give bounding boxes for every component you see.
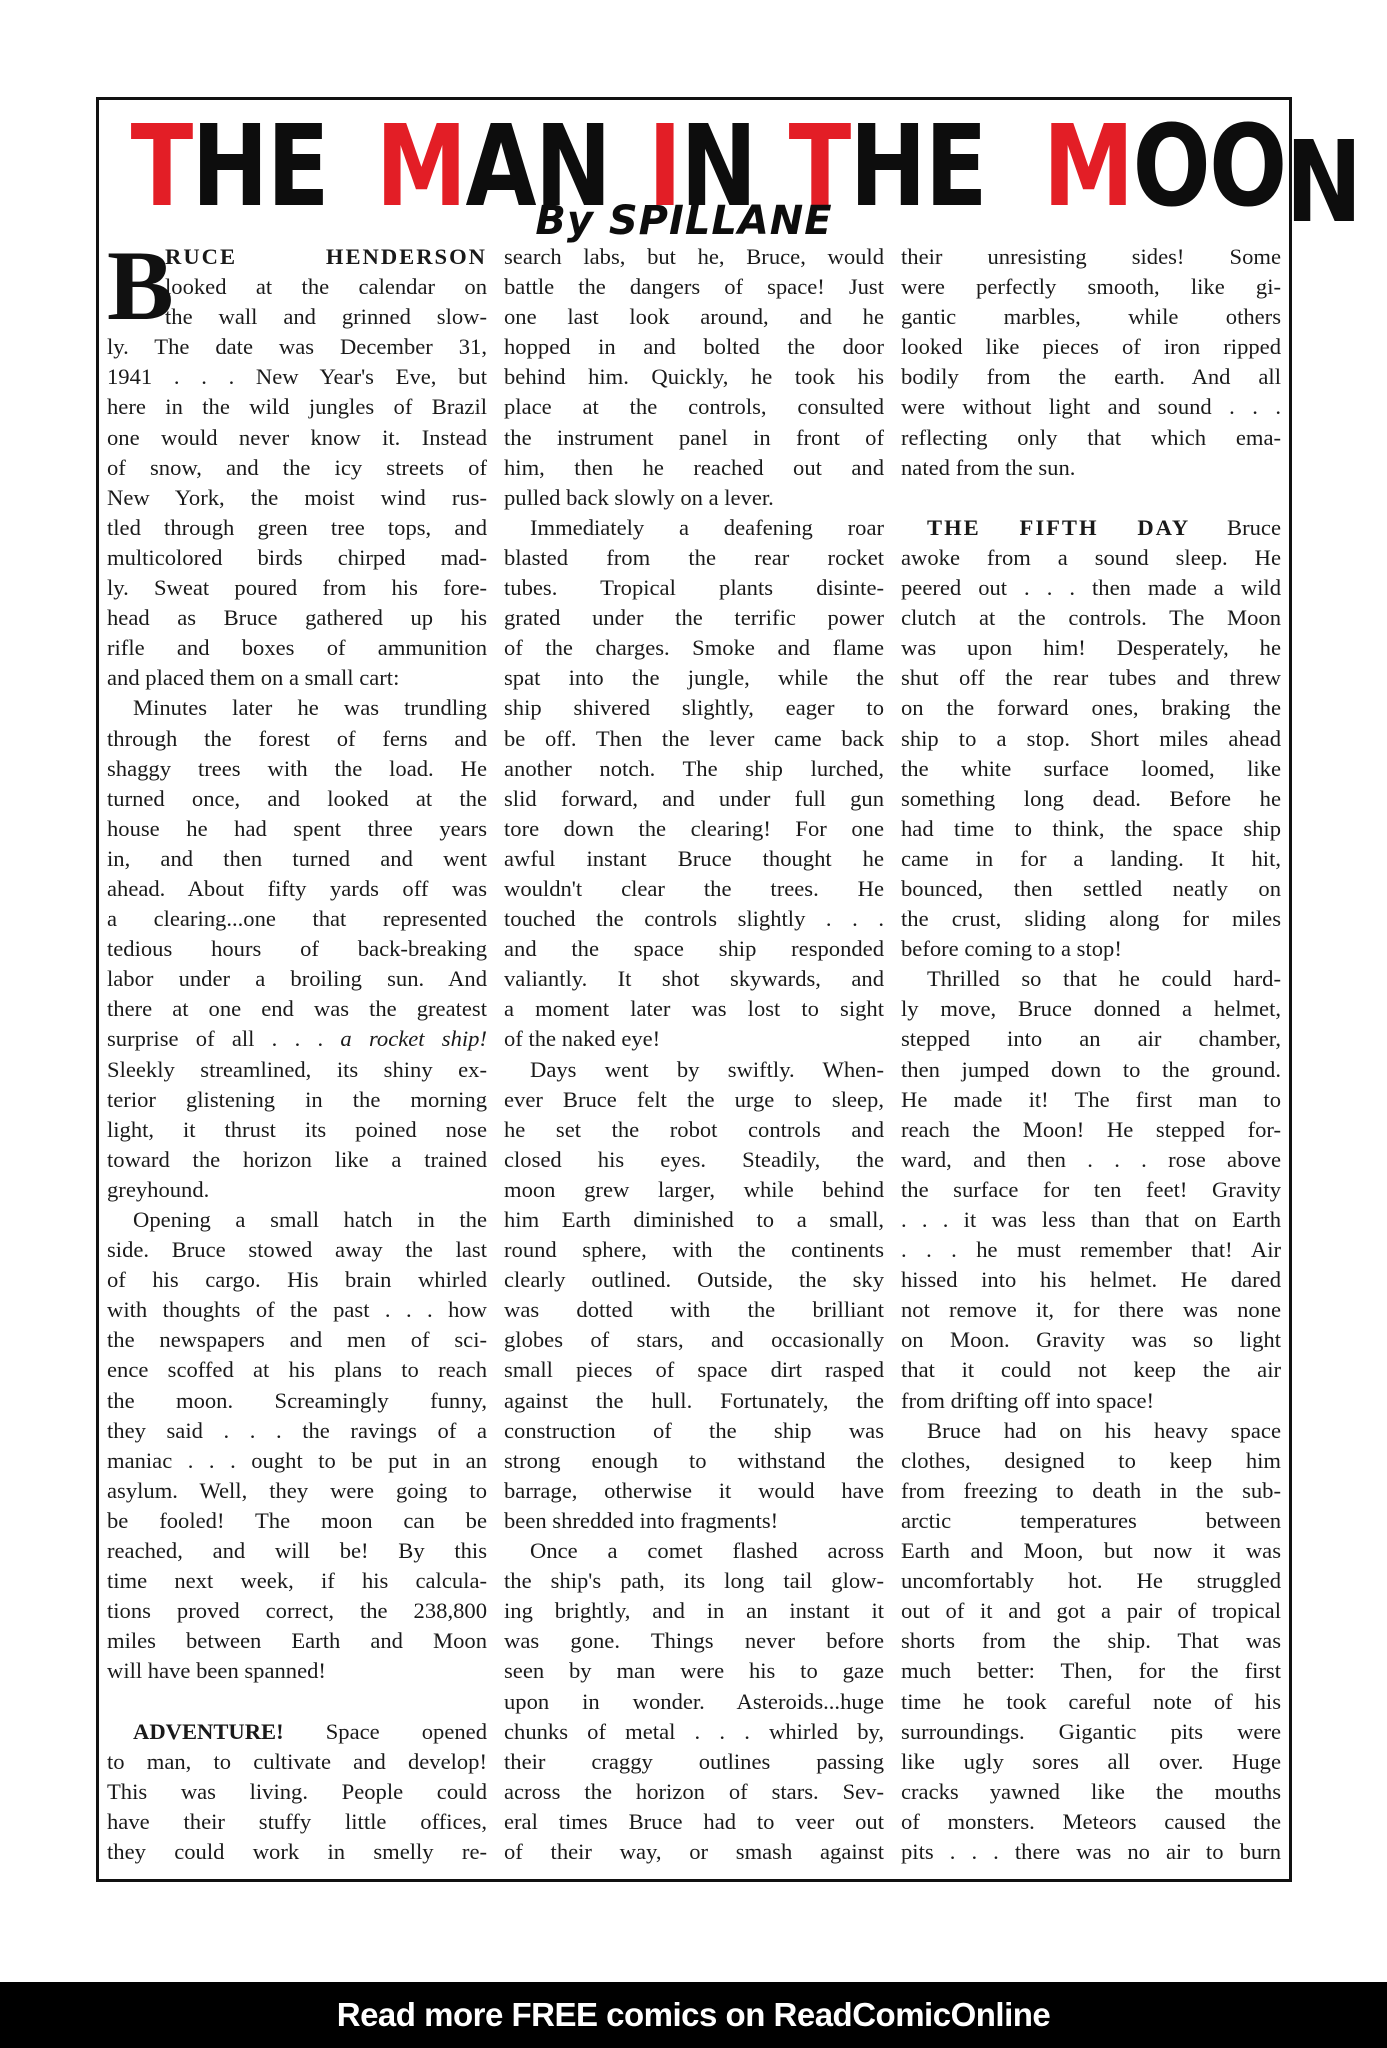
text-line: . . . he must remember that! Air — [901, 1237, 1281, 1263]
text-line: Bruce had on his heavy space — [927, 1417, 1281, 1443]
text-line: have their stuffy little offices, — [107, 1808, 487, 1834]
text-column-2 — [504, 242, 884, 1873]
text-line: terior glistening in the morning — [107, 1086, 487, 1112]
text-line: with thoughts of the past . . . how — [107, 1297, 487, 1323]
text-line: that it could not keep the air — [901, 1357, 1281, 1383]
text-line: round sphere, with the continents — [504, 1237, 884, 1263]
text-line — [901, 483, 1281, 513]
text-line: 1941 . . . New Year's Eve, but — [107, 364, 487, 390]
text-line: closed his eyes. Steadily, the — [504, 1146, 884, 1172]
text-line: pulled back slowly on a lever. — [504, 484, 774, 510]
text-line: awful instant Bruce thought he — [504, 845, 884, 871]
text-line: him, then he reached out and — [504, 454, 884, 480]
text-line: the wall and grinned slow- — [165, 304, 487, 330]
text-line: Once a comet flashed across — [530, 1538, 884, 1564]
text-line: spat into the jungle, while the — [504, 665, 884, 691]
text-line: looked at the calendar on — [165, 274, 487, 300]
text-line: ly. Sweat poured from his fore- — [107, 575, 487, 601]
text-line: their unresisting sides! Some — [901, 244, 1281, 269]
text-line: of snow, and the icy streets of — [107, 454, 487, 480]
text-line: there at one end was the greatest — [107, 996, 487, 1022]
title-letter: T — [130, 102, 192, 232]
text-line: time next week, if his calcula- — [107, 1568, 487, 1594]
text-line: touched the controls slightly . . . — [504, 906, 884, 932]
text-line: they said . . . the ravings of a — [107, 1417, 487, 1443]
text-line: reach the Moon! He stepped for- — [901, 1116, 1281, 1142]
text-line: be fooled! The moon can be — [107, 1507, 487, 1533]
text-line: came in for a landing. It hit, — [901, 845, 1281, 871]
text-line: and the space ship responded — [504, 936, 884, 962]
title-letter: N — [1285, 118, 1361, 248]
text-line: clutch at the controls. The Moon — [901, 605, 1281, 631]
text-line: light, it thrust its poined nose — [107, 1116, 487, 1142]
text-line: not remove it, for there was none — [901, 1297, 1281, 1323]
text-line: their craggy outlines passing — [504, 1748, 884, 1774]
title-letter: I — [647, 102, 680, 232]
text-line: eral times Bruce had to veer out — [504, 1808, 884, 1834]
text-line: tore down the clearing! For one — [504, 815, 884, 841]
text-line: clearly outlined. Outside, the sky — [504, 1267, 884, 1293]
text-line: of the charges. Smoke and flame — [504, 635, 884, 661]
text-line: one last look around, and he — [504, 304, 884, 330]
text-line: shaggy trees with the load. He — [107, 755, 487, 781]
title-letter: H — [191, 102, 267, 232]
text-line — [107, 1687, 487, 1717]
banner-text[interactable]: Read more FREE comics on ReadComicOnline — [336, 1996, 1051, 2033]
text-line: uncomfortably hot. He struggled — [901, 1568, 1281, 1594]
text-line: the ship's path, its long tail glow- — [504, 1568, 884, 1594]
drop-cap: B — [107, 230, 174, 341]
text-line: on the forward ones, braking the — [901, 695, 1281, 721]
text-line: THE FIFTH DAY Bruce — [927, 514, 1281, 540]
text-line: the crust, sliding along for miles — [901, 906, 1281, 932]
text-line: time he took careful note of his — [901, 1688, 1281, 1714]
text-line: Immediately a deafening roar — [530, 514, 884, 540]
text-line: from freezing to death in the sub- — [901, 1477, 1281, 1503]
text-line: ward, and then . . . rose above — [901, 1146, 1281, 1172]
text-line: was dotted with the brilliant — [504, 1297, 884, 1323]
text-line: bodily from the earth. And all — [901, 364, 1281, 390]
text-line: be off. Then the lever came back — [504, 725, 884, 751]
text-line: battle the dangers of space! Just — [504, 274, 884, 300]
text-line: and placed them on a small cart: — [107, 665, 400, 691]
text-line: gantic marbles, while others — [901, 304, 1281, 330]
text-line: wouldn't clear the trees. He — [504, 875, 884, 901]
text-line: he set the robot controls and — [504, 1116, 884, 1142]
text-line: shorts from the ship. That was — [901, 1628, 1281, 1654]
text-line: toward the horizon like a trained — [107, 1146, 487, 1172]
comic-text-page — [96, 97, 1361, 1882]
text-line: was upon him! Desperately, he — [901, 635, 1281, 661]
text-line: globes of stars, and occasionally — [504, 1327, 884, 1353]
text-line: turned once, and looked at the — [107, 785, 487, 811]
text-line: the instrument panel in front of — [504, 424, 884, 450]
text-line: were without light and sound . . . — [901, 394, 1281, 420]
text-line: miles between Earth and Moon — [107, 1628, 487, 1654]
title-letter: E — [266, 102, 328, 232]
title-letter: T — [788, 102, 850, 232]
text-line: arctic temperatures between — [901, 1507, 1281, 1533]
text-line: slid forward, and under full gun — [504, 785, 884, 811]
text-line: Opening a small hatch in the — [133, 1207, 487, 1232]
text-column-1 — [107, 230, 487, 1873]
text-line: the surface for ten feet! Gravity — [901, 1176, 1281, 1202]
text-line: behind him. Quickly, he took his — [504, 364, 884, 390]
text-line: ship to a stop. Short miles ahead — [901, 725, 1281, 751]
text-line: small pieces of space dirt rasped — [504, 1357, 884, 1383]
text-line: will have been spanned! — [107, 1658, 326, 1684]
text-line: something long dead. Before he — [901, 785, 1281, 811]
text-line: reflecting only that which ema- — [901, 424, 1281, 450]
text-line: looked like pieces of iron ripped — [901, 334, 1281, 360]
text-line: ing brightly, and in an instant it — [504, 1598, 884, 1624]
text-line: before coming to a stop! — [901, 936, 1122, 962]
text-line: reached, and will be! By this — [107, 1538, 487, 1564]
text-line: house he had spent three years — [107, 815, 487, 841]
text-line: out of it and got a pair of tropical — [901, 1598, 1281, 1624]
text-line: surprise of all . . . a rocket ship! — [107, 1026, 487, 1052]
text-line: valiantly. It shot skywards, and — [504, 966, 884, 992]
text-line: been shredded into fragments! — [504, 1507, 779, 1533]
text-line: blasted from the rear rocket — [504, 544, 884, 570]
text-line: tled through green tree tops, and — [107, 514, 487, 540]
text-line: maniac . . . ought to be put in an — [107, 1447, 487, 1473]
text-columns — [107, 230, 1281, 1873]
text-line: through the forest of ferns and — [107, 725, 487, 751]
byline: By SPILLANE — [535, 198, 833, 244]
text-line: ly. The date was December 31, — [107, 334, 487, 360]
text-line: stepped into an air chamber, — [901, 1026, 1281, 1052]
text-line: a moment later was lost to sight — [504, 996, 884, 1022]
title-letter: O — [1208, 102, 1286, 232]
title-letter: E — [924, 102, 986, 232]
text-line: awoke from a sound sleep. He — [901, 544, 1281, 570]
text-line: of the naked eye! — [504, 1026, 661, 1052]
text-line: barrage, otherwise it would have — [504, 1477, 884, 1503]
text-line: cracks yawned like the mouths — [901, 1778, 1281, 1804]
text-line: bounced, then settled neatly on — [901, 875, 1281, 901]
text-line: place at the controls, consulted — [504, 394, 884, 420]
text-line: one would never know it. Instead — [107, 424, 487, 450]
text-line: construction of the ship was — [504, 1417, 884, 1443]
title-letter: A — [465, 102, 535, 232]
text-line: to man, to cultivate and develop! — [107, 1748, 487, 1774]
text-line: This was living. People could — [107, 1778, 487, 1804]
text-line: much better: Then, for the first — [901, 1658, 1281, 1684]
text-line: a clearing...one that represented — [107, 906, 487, 932]
title-letter: O — [1132, 102, 1209, 232]
text-line: search labs, but he, Bruce, would — [504, 244, 884, 269]
text-line: ever Bruce felt the urge to sleep, — [504, 1086, 884, 1112]
text-line: labor under a broiling sun. And — [107, 966, 487, 992]
text-line: ence scoffed at his plans to reach — [107, 1357, 487, 1383]
title-letter: M — [375, 102, 466, 232]
text-line: surroundings. Gigantic pits were — [901, 1718, 1281, 1744]
text-line: Minutes later he was trundling — [133, 695, 487, 721]
text-line: moon grew larger, while behind — [504, 1176, 884, 1202]
text-line: hissed into his helmet. He dared — [901, 1267, 1281, 1293]
title-letter: M — [1042, 102, 1133, 232]
text-line: from drifting off into space! — [901, 1387, 1155, 1413]
text-line: another notch. The ship lurched, — [504, 755, 884, 781]
text-line: tubes. Tropical plants disinte- — [504, 575, 884, 601]
text-line: Earth and Moon, but now it was — [901, 1538, 1281, 1564]
text-line: Sleekly streamlined, its shiny ex- — [107, 1056, 487, 1082]
text-line: ly move, Bruce donned a helmet, — [901, 996, 1281, 1022]
text-line: Days went by swiftly. When- — [530, 1056, 884, 1082]
text-line: of their way, or smash against — [504, 1838, 884, 1864]
text-line: was gone. Things never before — [504, 1628, 884, 1654]
text-line: against the hull. Fortunately, the — [504, 1387, 884, 1413]
title-letter: N — [534, 102, 610, 232]
text-line: had time to think, the space ship — [901, 815, 1281, 841]
text-line: seen by man were his to gaze — [504, 1658, 884, 1684]
text-line: here in the wild jungles of Brazil — [107, 394, 487, 420]
text-line: . . . it was less than that on Earth — [901, 1207, 1281, 1232]
text-line: grated under the terrific power — [504, 605, 884, 631]
text-line: tions proved correct, the 238,800 — [107, 1598, 487, 1624]
text-line: the newspapers and men of sci- — [107, 1327, 487, 1353]
text-line: RUCE HENDERSON — [165, 244, 487, 269]
text-line: chunks of metal . . . whirled by, — [504, 1718, 884, 1744]
text-line: asylum. Well, they were going to — [107, 1477, 487, 1503]
text-line: New York, the moist wind rus- — [107, 484, 487, 510]
title-letter: H — [849, 102, 925, 232]
text-line: of his cargo. His brain whirled — [107, 1267, 487, 1293]
text-line: the moon. Screamingly funny, — [107, 1387, 487, 1413]
text-line: tedious hours of back-breaking — [107, 936, 487, 962]
text-line: were perfectly smooth, like gi- — [901, 274, 1281, 300]
text-line: nated from the sun. — [901, 454, 1076, 480]
title-block — [99, 100, 1361, 250]
text-line: ADVENTURE! Space opened — [133, 1718, 487, 1744]
text-line: side. Bruce stowed away the last — [107, 1237, 487, 1263]
text-line: upon in wonder. Asteroids...huge — [504, 1688, 884, 1714]
text-line: of monsters. Meteors caused the — [901, 1808, 1281, 1834]
text-line: pits . . . there was no air to burn — [901, 1838, 1281, 1864]
text-line: hopped in and bolted the door — [504, 334, 884, 360]
read-more-banner[interactable] — [0, 1982, 1387, 2048]
text-line: head as Bruce gathered up his — [107, 605, 487, 631]
text-line: in, and then turned and went — [107, 845, 487, 871]
text-line: He made it! The first man to — [901, 1086, 1281, 1112]
text-line: peered out . . . then made a wild — [901, 575, 1281, 601]
text-line: shut off the rear tubes and threw — [901, 665, 1281, 691]
text-line: greyhound. — [107, 1176, 210, 1202]
text-line: strong enough to withstand the — [504, 1447, 884, 1473]
text-line: they could work in smelly re- — [107, 1838, 487, 1864]
text-line: the white surface loomed, like — [901, 755, 1281, 781]
text-line: ship shivered slightly, eager to — [504, 695, 884, 721]
title-letter: N — [679, 102, 756, 232]
text-line: him Earth diminished to a small, — [504, 1207, 884, 1232]
text-line: ahead. About fifty yards off was — [107, 875, 487, 901]
text-line: Thrilled so that he could hard- — [927, 966, 1281, 992]
text-line: across the horizon of stars. Sev- — [504, 1778, 884, 1804]
text-column-3 — [901, 242, 1281, 1873]
text-line: multicolored birds chirped mad- — [107, 544, 487, 570]
text-line: then jumped down to the ground. — [901, 1056, 1281, 1082]
text-line: on Moon. Gravity was so light — [901, 1327, 1281, 1353]
text-line: rifle and boxes of ammunition — [107, 635, 487, 661]
text-line: clothes, designed to keep him — [901, 1447, 1281, 1473]
text-line: like ugly sores all over. Huge — [901, 1748, 1281, 1774]
